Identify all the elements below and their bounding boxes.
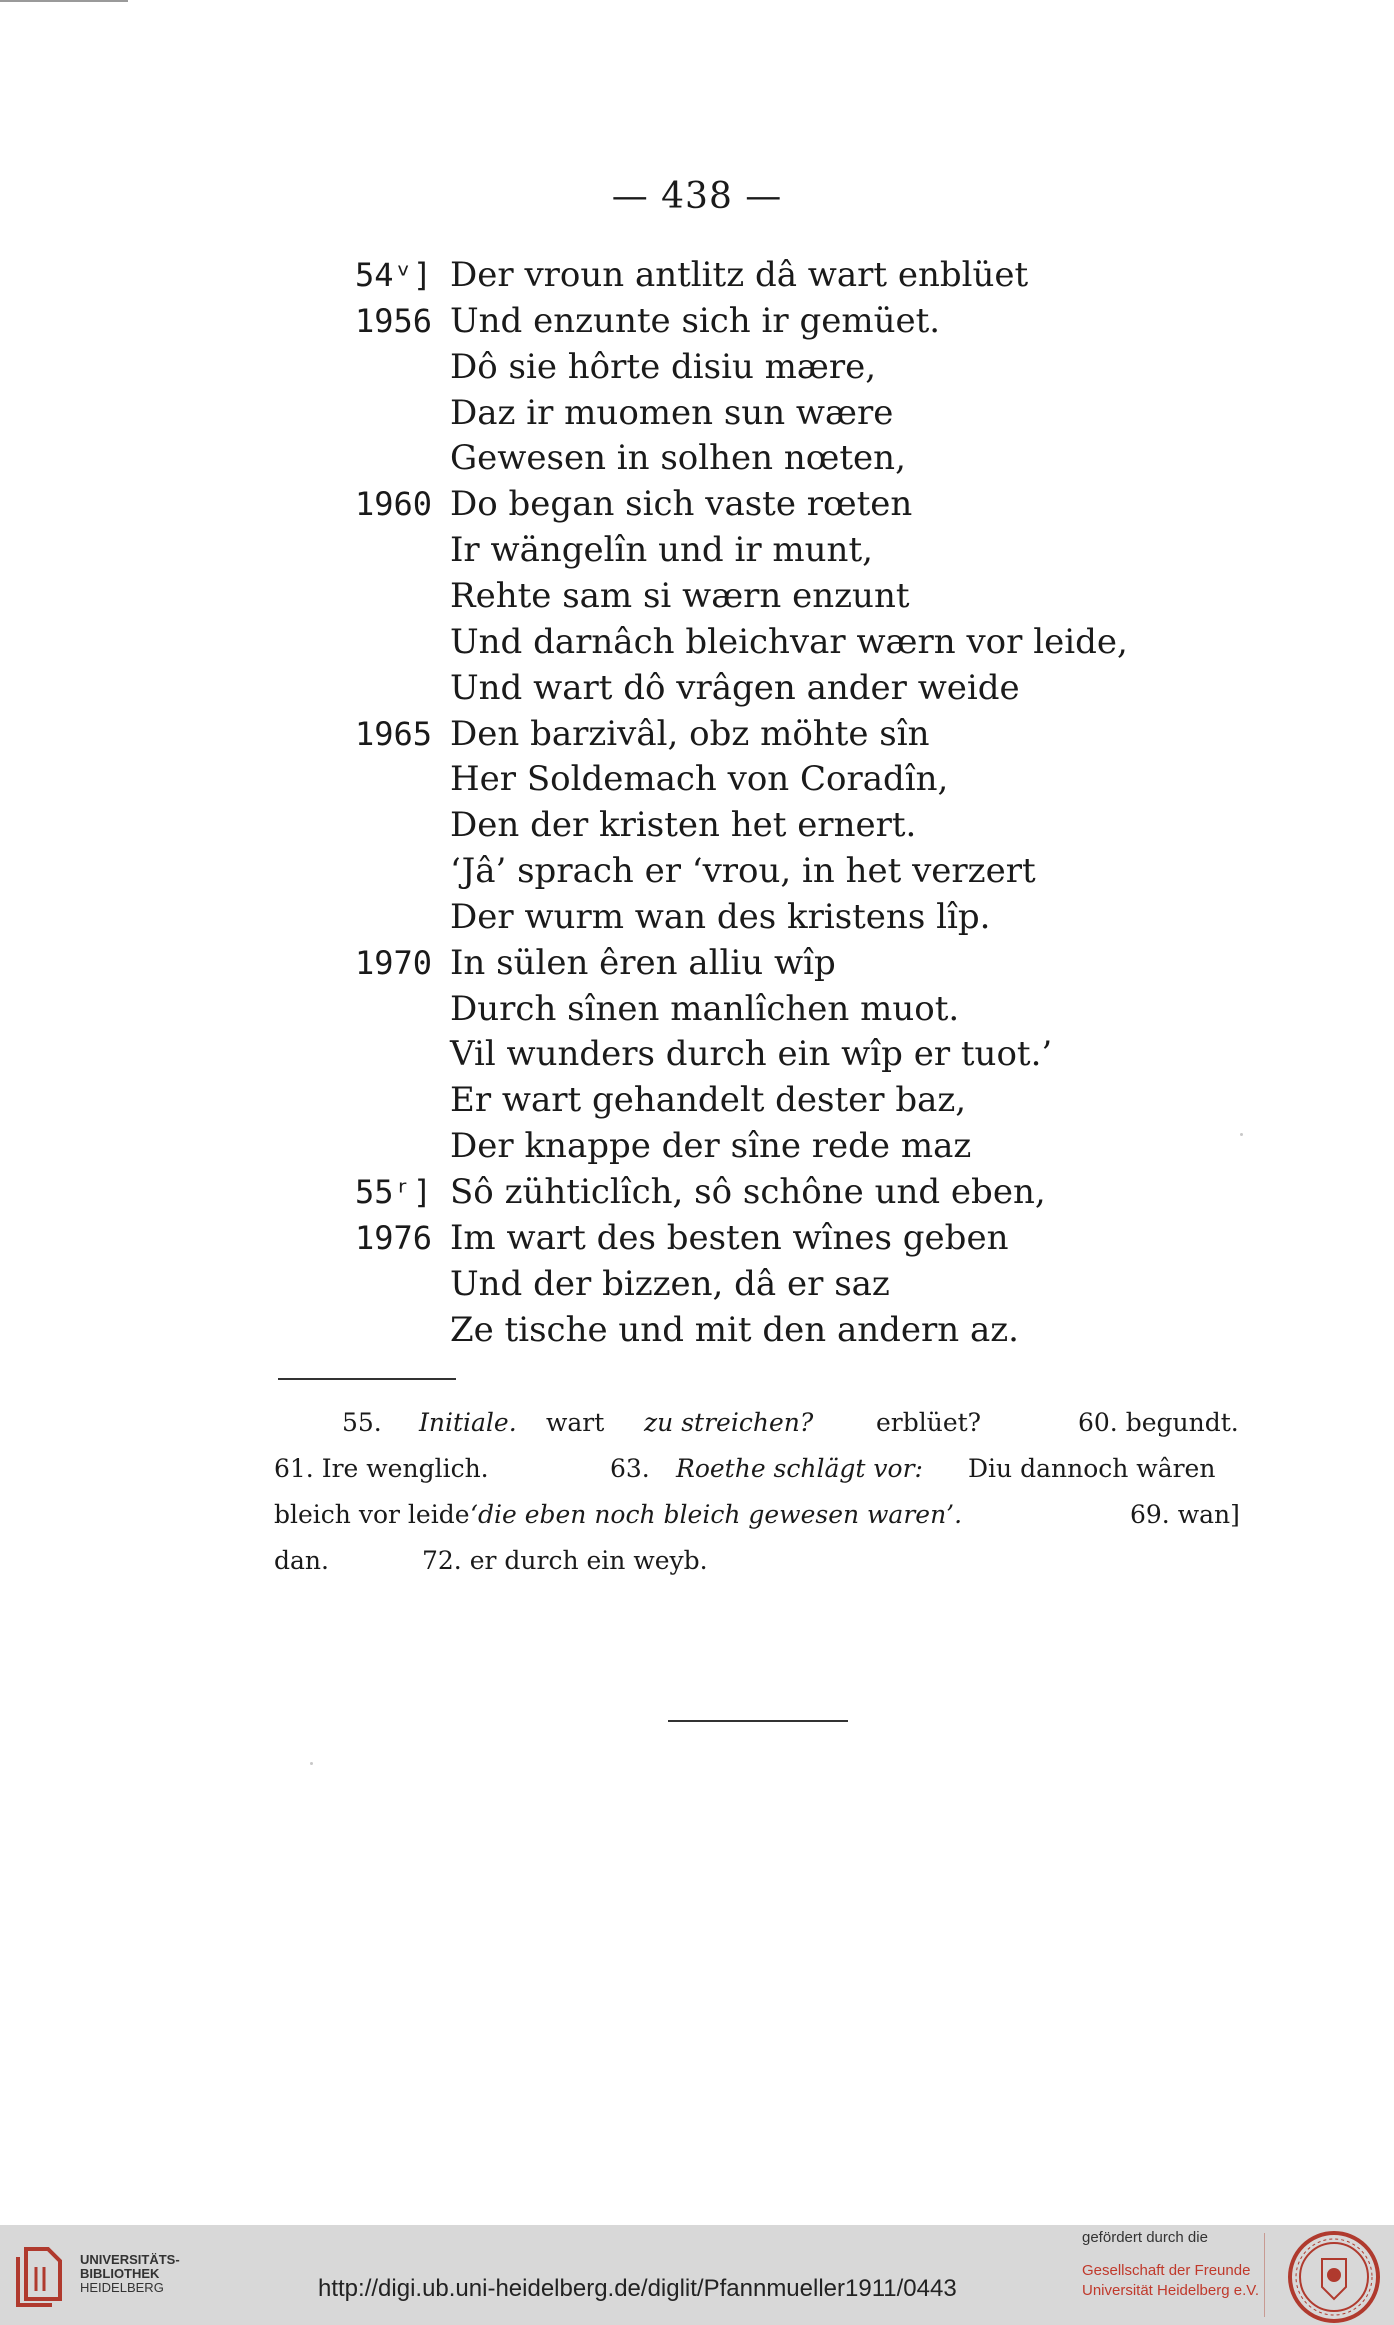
footnote-line: [274, 1446, 1252, 1492]
verse-line: [0, 940, 1394, 986]
verse-line: [0, 1261, 1394, 1307]
note-text: 61. Ire wenglich.: [274, 1454, 489, 1483]
verse-line: [0, 711, 1394, 757]
verse-line: [0, 986, 1394, 1032]
university-seal-icon: [1286, 2229, 1382, 2325]
verse-text: Und wart dô vrâgen ander weide: [450, 668, 1020, 708]
verse-line: [0, 390, 1394, 436]
note-number: 63.: [610, 1454, 650, 1483]
verse-text: In sülen êren alliu wîp: [450, 943, 836, 983]
note-number: 55.: [342, 1408, 382, 1437]
verse-text: Und darnâch bleichvar wærn vor leide,: [450, 622, 1128, 662]
verse-number: 54ᵛ]: [354, 256, 432, 294]
verse-line: [0, 573, 1394, 619]
verse-text: Ze tische und mit den andern az.: [450, 1310, 1019, 1350]
library-name-line: UNIVERSITÄTS-: [80, 2252, 180, 2267]
verse-line: [0, 481, 1394, 527]
verse-line: [0, 1215, 1394, 1261]
verse-number: 1976: [354, 1219, 432, 1257]
verse-line: [0, 756, 1394, 802]
note-italic: zu streichen?: [644, 1408, 814, 1437]
verse-number: 1970: [354, 944, 432, 982]
verse-text: Er wart gehandelt dester baz,: [450, 1080, 967, 1120]
library-name-line: HEIDELBERG: [80, 2280, 164, 2295]
verse-number: 55ʳ]: [354, 1173, 432, 1211]
verse-line: [0, 344, 1394, 390]
footnotes: [274, 1400, 1252, 1584]
source-url-link[interactable]: http://digi.ub.uni-heidelberg.de/diglit/Pfannmueller1911/0443: [318, 2275, 957, 2302]
verse-text: Und enzunte sich ir gemüet.: [450, 301, 941, 341]
footnote-line: [274, 1492, 1252, 1538]
sponsor-divider: [1264, 2233, 1265, 2317]
note-text: wart: [546, 1408, 605, 1437]
verse-text: Im wart des besten wînes geben: [450, 1218, 1009, 1258]
note-text: bleich vor leide: [274, 1500, 470, 1529]
note-text: erblüet?: [876, 1408, 982, 1437]
sponsor-name-line: Universität Heidelberg e.V.: [1082, 2282, 1260, 2299]
verse-line: [0, 1123, 1394, 1169]
note-text: dan.: [274, 1546, 329, 1575]
note-italic: Roethe schlägt vor:: [676, 1454, 923, 1483]
verse-text: Ir wängelîn und ir munt,: [450, 530, 873, 570]
sponsor-label: gefördert durch die: [1082, 2229, 1208, 2246]
verse-line: [0, 252, 1394, 298]
footer-bar: [0, 2225, 1394, 2325]
end-rule: [668, 1720, 848, 1722]
verse-line: [0, 1307, 1394, 1353]
verse-line: [0, 619, 1394, 665]
verse-text: Her Soldemach von Coradîn,: [450, 759, 949, 799]
verse-text: ‘Jâ’ sprach er ‘vrou, in het verzert: [450, 851, 1036, 891]
verse-line: [0, 665, 1394, 711]
verse-text: Der vroun antlitz dâ wart enblüet: [450, 255, 1029, 295]
verse-line: [0, 435, 1394, 481]
verse-text: Daz ir muomen sun wære: [450, 393, 894, 433]
verse-text: Do began sich vaste rœten: [450, 484, 913, 524]
verse-text: Sô zühticlîch, sô schône und eben,: [450, 1172, 1046, 1212]
page-number: — 438 —: [611, 176, 783, 217]
verse-line: [0, 802, 1394, 848]
verse-text: Dô sie hôrte disiu mære,: [450, 347, 877, 387]
verse-line: [0, 1169, 1394, 1215]
verse-line: [0, 894, 1394, 940]
footnote-line: [274, 1538, 1252, 1584]
footnote-line: [274, 1400, 1252, 1446]
verse-text: Und der bizzen, dâ er saz: [450, 1264, 890, 1304]
note-text: 60. begundt.: [1078, 1408, 1239, 1437]
verse-text: Durch sînen manlîchen muot.: [450, 989, 960, 1029]
speck: [310, 1762, 313, 1765]
verse-number: 1965: [354, 715, 432, 753]
verse-text: Vil wunders durch ein wîp er tuot.’: [450, 1034, 1053, 1074]
library-name-line: BIBLIOTHEK: [80, 2266, 160, 2281]
library-name: [80, 2253, 180, 2295]
note-text: Diu dannoch wâren: [968, 1454, 1216, 1483]
verse-text: Den der kristen het ernert.: [450, 805, 917, 845]
verse-text: Der wurm wan des kristens lîp.: [450, 897, 991, 937]
verse-line: [0, 1077, 1394, 1123]
note-text: 69. wan]: [1130, 1500, 1240, 1529]
note-text: 72. er durch ein weyb.: [422, 1546, 708, 1575]
verse-text: Gewesen in solhen nœten,: [450, 438, 906, 478]
verse-line: [0, 527, 1394, 573]
sponsor-name: [1082, 2261, 1259, 2301]
sponsor-name-line: Gesellschaft der Freunde: [1082, 2262, 1251, 2279]
verse-line: [0, 848, 1394, 894]
library-logo-icon: [14, 2243, 64, 2309]
verse-line: [0, 298, 1394, 344]
verse-number: 1956: [354, 302, 432, 340]
verse-text: Der knappe der sîne rede maz: [450, 1126, 972, 1166]
verse-text: Den barzivâl, obz möhte sîn: [450, 714, 930, 754]
note-italic: ‘die eben noch bleich gewesen waren’.: [470, 1500, 963, 1529]
speck: [1240, 1133, 1243, 1136]
corner-rule: [0, 0, 128, 2]
footnote-separator: [278, 1378, 456, 1380]
verse-line: [0, 1031, 1394, 1077]
verse-text: Rehte sam si wærn enzunt: [450, 576, 910, 616]
verse-number: 1960: [354, 485, 432, 523]
note-italic: Initiale.: [419, 1408, 517, 1437]
